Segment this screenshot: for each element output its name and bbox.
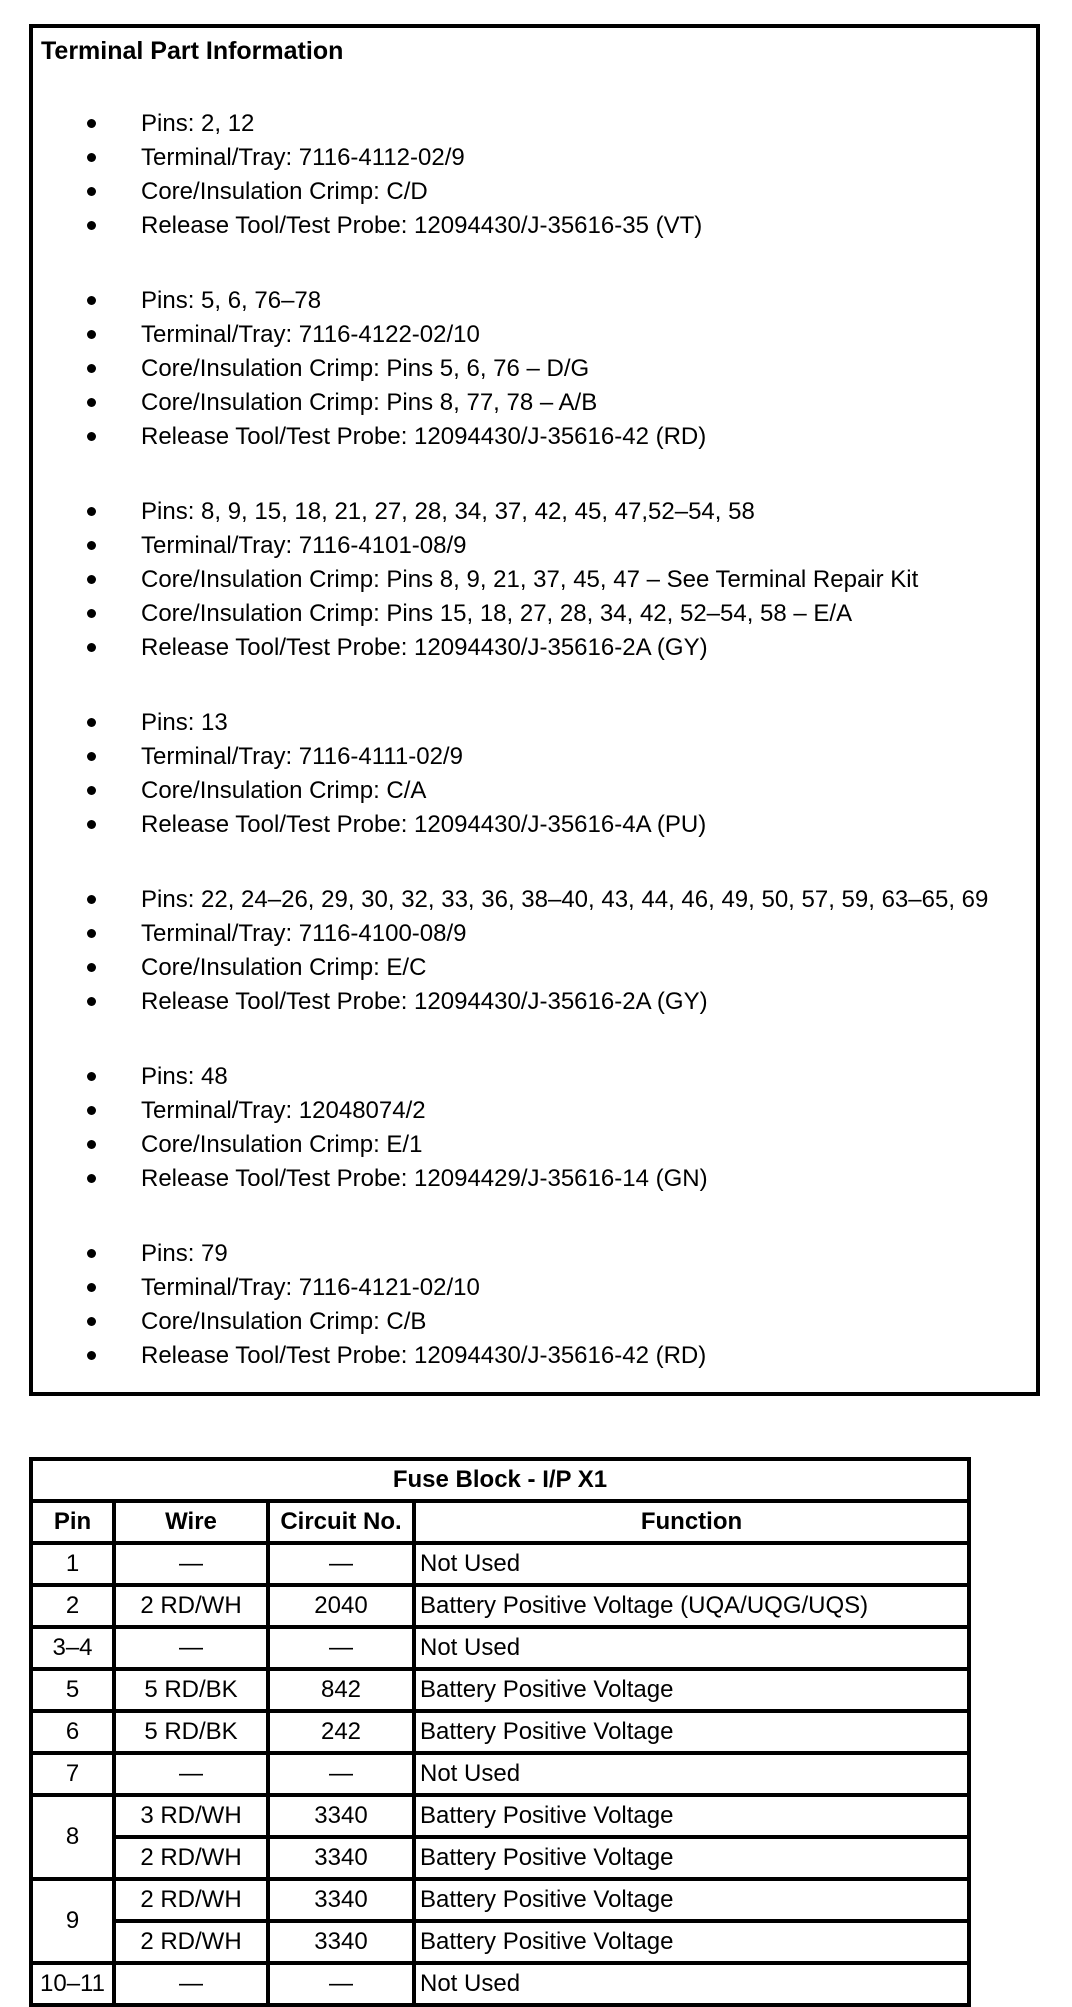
pin-cell: 1 (31, 1543, 114, 1585)
list-item-text: Pins: 8, 9, 15, 18, 21, 27, 28, 34, 37, 42, 45, 47,52–54, 58 (141, 498, 755, 525)
list-item (33, 740, 1036, 774)
list-item-text: Terminal/Tray: 7116-4100-08/9 (141, 920, 467, 947)
bullet-icon (87, 119, 96, 128)
list-item-text: Core/Insulation Crimp: Pins 8, 9, 21, 37, 45, 47 – See Terminal Repair Kit (141, 566, 919, 593)
terminal-part-info-title: Terminal Part Information (41, 37, 344, 65)
list-item-text: Pins: 22, 24–26, 29, 30, 32, 33, 36, 38–40, 43, 44, 46, 49, 50, 57, 59, 63–65, 69 (141, 886, 989, 913)
function-cell: Battery Positive Voltage (414, 1879, 969, 1921)
list-item-text: Core/Insulation Crimp: Pins 8, 77, 78 – A/B (141, 389, 598, 416)
wire-cell: — (114, 1753, 268, 1795)
function-cell: Not Used (414, 1963, 969, 2005)
list-item (33, 352, 1036, 386)
circuit-cell: — (268, 1963, 414, 2005)
circuit-cell: — (268, 1753, 414, 1795)
bullet-icon (87, 609, 96, 618)
pin-cell: 9 (31, 1879, 114, 1963)
terminal-groups (33, 107, 1036, 1373)
bullet-icon (87, 1351, 96, 1360)
circuit-cell: 3340 (268, 1795, 414, 1837)
list-item (33, 1339, 1036, 1373)
wire-cell: 5 RD/BK (114, 1711, 268, 1753)
circuit-cell: 3340 (268, 1921, 414, 1963)
pin-cell: 5 (31, 1669, 114, 1711)
wire-cell: 2 RD/WH (114, 1837, 268, 1879)
bullet-icon (87, 1174, 96, 1183)
list-item-text: Release Tool/Test Probe: 12094430/J-35616-2A (GY) (141, 634, 708, 661)
list-item-text: Release Tool/Test Probe: 12094429/J-35616-14 (GN) (141, 1165, 708, 1192)
list-item (33, 175, 1036, 209)
list-item (33, 495, 1036, 529)
bullet-icon (87, 541, 96, 550)
function-cell: Battery Positive Voltage (414, 1921, 969, 1963)
table-row (31, 1753, 969, 1795)
pin-cell: 2 (31, 1585, 114, 1627)
function-cell: Battery Positive Voltage (414, 1711, 969, 1753)
circuit-cell: — (268, 1543, 414, 1585)
bullet-icon (87, 1249, 96, 1258)
list-item-text: Terminal/Tray: 7116-4111-02/9 (141, 743, 463, 770)
list-item (33, 1060, 1036, 1094)
bullet-icon (87, 575, 96, 584)
list-item-text: Terminal/Tray: 7116-4121-02/10 (141, 1274, 480, 1301)
list-item-text: Pins: 79 (141, 1240, 228, 1267)
bullet-icon (87, 221, 96, 230)
function-cell: Not Used (414, 1753, 969, 1795)
list-item-text: Release Tool/Test Probe: 12094430/J-35616-35 (VT) (141, 212, 703, 239)
bullet-icon (87, 432, 96, 441)
terminal-part-info-box (29, 24, 1040, 1396)
list-item-text: Release Tool/Test Probe: 12094430/J-35616-42 (RD) (141, 423, 707, 450)
table-row (31, 1963, 969, 2005)
list-item (33, 420, 1036, 454)
fuse-block-table (29, 1457, 971, 2007)
circuit-cell: 842 (268, 1669, 414, 1711)
list-item (33, 706, 1036, 740)
table-row (31, 1711, 969, 1753)
function-cell: Battery Positive Voltage (414, 1795, 969, 1837)
list-item (33, 141, 1036, 175)
list-item-text: Core/Insulation Crimp: E/1 (141, 1131, 423, 1158)
terminal-group (33, 284, 1036, 454)
table-row (31, 1585, 969, 1627)
wire-cell: 5 RD/BK (114, 1669, 268, 1711)
list-item-text: Core/Insulation Crimp: C/B (141, 1308, 427, 1335)
terminal-group (33, 883, 1036, 1019)
list-item-text: Pins: 13 (141, 709, 228, 736)
terminal-group (33, 1060, 1036, 1196)
pin-cell: 6 (31, 1711, 114, 1753)
table-row (31, 1669, 969, 1711)
bullet-icon (87, 786, 96, 795)
wire-cell: — (114, 1963, 268, 2005)
bullet-icon (87, 1140, 96, 1149)
function-cell: Battery Positive Voltage (414, 1837, 969, 1879)
header-circuit: Circuit No. (268, 1501, 414, 1543)
list-item-text: Core/Insulation Crimp: Pins 5, 6, 76 – D/G (141, 355, 590, 382)
list-item (33, 1128, 1036, 1162)
pin-cell: 7 (31, 1753, 114, 1795)
circuit-cell: 3340 (268, 1837, 414, 1879)
list-item-text: Terminal/Tray: 7116-4101-08/9 (141, 532, 467, 559)
bullet-icon (87, 330, 96, 339)
list-item (33, 1237, 1036, 1271)
list-item (33, 597, 1036, 631)
list-item-text: Core/Insulation Crimp: E/C (141, 954, 427, 981)
list-item-text: Core/Insulation Crimp: Pins 15, 18, 27, 28, 34, 42, 52–54, 58 – E/A (141, 600, 853, 627)
list-item (33, 529, 1036, 563)
list-item-text: Terminal/Tray: 7116-4112-02/9 (141, 144, 465, 171)
table-row (31, 1921, 969, 1963)
bullet-icon (87, 398, 96, 407)
bullet-icon (87, 1106, 96, 1115)
bullet-icon (87, 1317, 96, 1326)
table-header-row (31, 1501, 969, 1543)
function-cell: Not Used (414, 1627, 969, 1669)
bullet-icon (87, 364, 96, 373)
list-item-text: Pins: 2, 12 (141, 110, 255, 137)
bullet-icon (87, 963, 96, 972)
table-row (31, 1543, 969, 1585)
bullet-icon (87, 718, 96, 727)
bullet-icon (87, 153, 96, 162)
list-item (33, 1305, 1036, 1339)
list-item (33, 209, 1036, 243)
header-wire: Wire (114, 1501, 268, 1543)
list-item (33, 563, 1036, 597)
function-cell: Battery Positive Voltage (UQA/UQG/UQS) (414, 1585, 969, 1627)
list-item-text: Core/Insulation Crimp: C/D (141, 178, 428, 205)
bullet-icon (87, 820, 96, 829)
function-cell: Not Used (414, 1543, 969, 1585)
list-item (33, 774, 1036, 808)
bullet-icon (87, 929, 96, 938)
list-item (33, 985, 1036, 1019)
list-item (33, 951, 1036, 985)
list-item (33, 1094, 1036, 1128)
terminal-group (33, 706, 1036, 842)
bullet-icon (87, 1283, 96, 1292)
list-item-text: Core/Insulation Crimp: C/A (141, 777, 427, 804)
header-pin: Pin (31, 1501, 114, 1543)
list-item (33, 1271, 1036, 1305)
wire-cell: — (114, 1543, 268, 1585)
list-item (33, 883, 1036, 917)
list-item-text: Release Tool/Test Probe: 12094430/J-35616-42 (RD) (141, 1342, 707, 1369)
wire-cell: 2 RD/WH (114, 1585, 268, 1627)
circuit-cell: — (268, 1627, 414, 1669)
list-item (33, 284, 1036, 318)
circuit-cell: 3340 (268, 1879, 414, 1921)
pin-cell: 3–4 (31, 1627, 114, 1669)
terminal-group (33, 107, 1036, 243)
function-cell: Battery Positive Voltage (414, 1669, 969, 1711)
list-item-text: Terminal/Tray: 7116-4122-02/10 (141, 321, 480, 348)
bullet-icon (87, 895, 96, 904)
pin-cell: 8 (31, 1795, 114, 1879)
circuit-cell: 2040 (268, 1585, 414, 1627)
list-item (33, 318, 1036, 352)
table-row (31, 1879, 969, 1921)
list-item (33, 386, 1036, 420)
bullet-icon (87, 507, 96, 516)
pin-cell: 10–11 (31, 1963, 114, 2005)
bullet-icon (87, 187, 96, 196)
terminal-group (33, 1237, 1036, 1373)
list-item-text: Terminal/Tray: 12048074/2 (141, 1097, 426, 1124)
header-function: Function (414, 1501, 969, 1543)
table-title-row (31, 1459, 969, 1501)
wire-cell: — (114, 1627, 268, 1669)
wire-cell: 2 RD/WH (114, 1879, 268, 1921)
table-row (31, 1837, 969, 1879)
list-item-text: Release Tool/Test Probe: 12094430/J-35616-2A (GY) (141, 988, 708, 1015)
wire-cell: 2 RD/WH (114, 1921, 268, 1963)
bullet-icon (87, 1072, 96, 1081)
list-item (33, 1162, 1036, 1196)
list-item (33, 107, 1036, 141)
table-row (31, 1627, 969, 1669)
table-title: Fuse Block - I/P X1 (31, 1459, 969, 1501)
bullet-icon (87, 643, 96, 652)
list-item (33, 917, 1036, 951)
wire-cell: 3 RD/WH (114, 1795, 268, 1837)
bullet-icon (87, 997, 96, 1006)
terminal-group (33, 495, 1036, 665)
bullet-icon (87, 752, 96, 761)
list-item-text: Pins: 5, 6, 76–78 (141, 287, 322, 314)
list-item-text: Release Tool/Test Probe: 12094430/J-35616-4A (PU) (141, 811, 707, 838)
table-row (31, 1795, 969, 1837)
list-item-text: Pins: 48 (141, 1063, 228, 1090)
circuit-cell: 242 (268, 1711, 414, 1753)
bullet-icon (87, 296, 96, 305)
list-item (33, 808, 1036, 842)
list-item (33, 631, 1036, 665)
fuse-table-body (31, 1543, 969, 2005)
